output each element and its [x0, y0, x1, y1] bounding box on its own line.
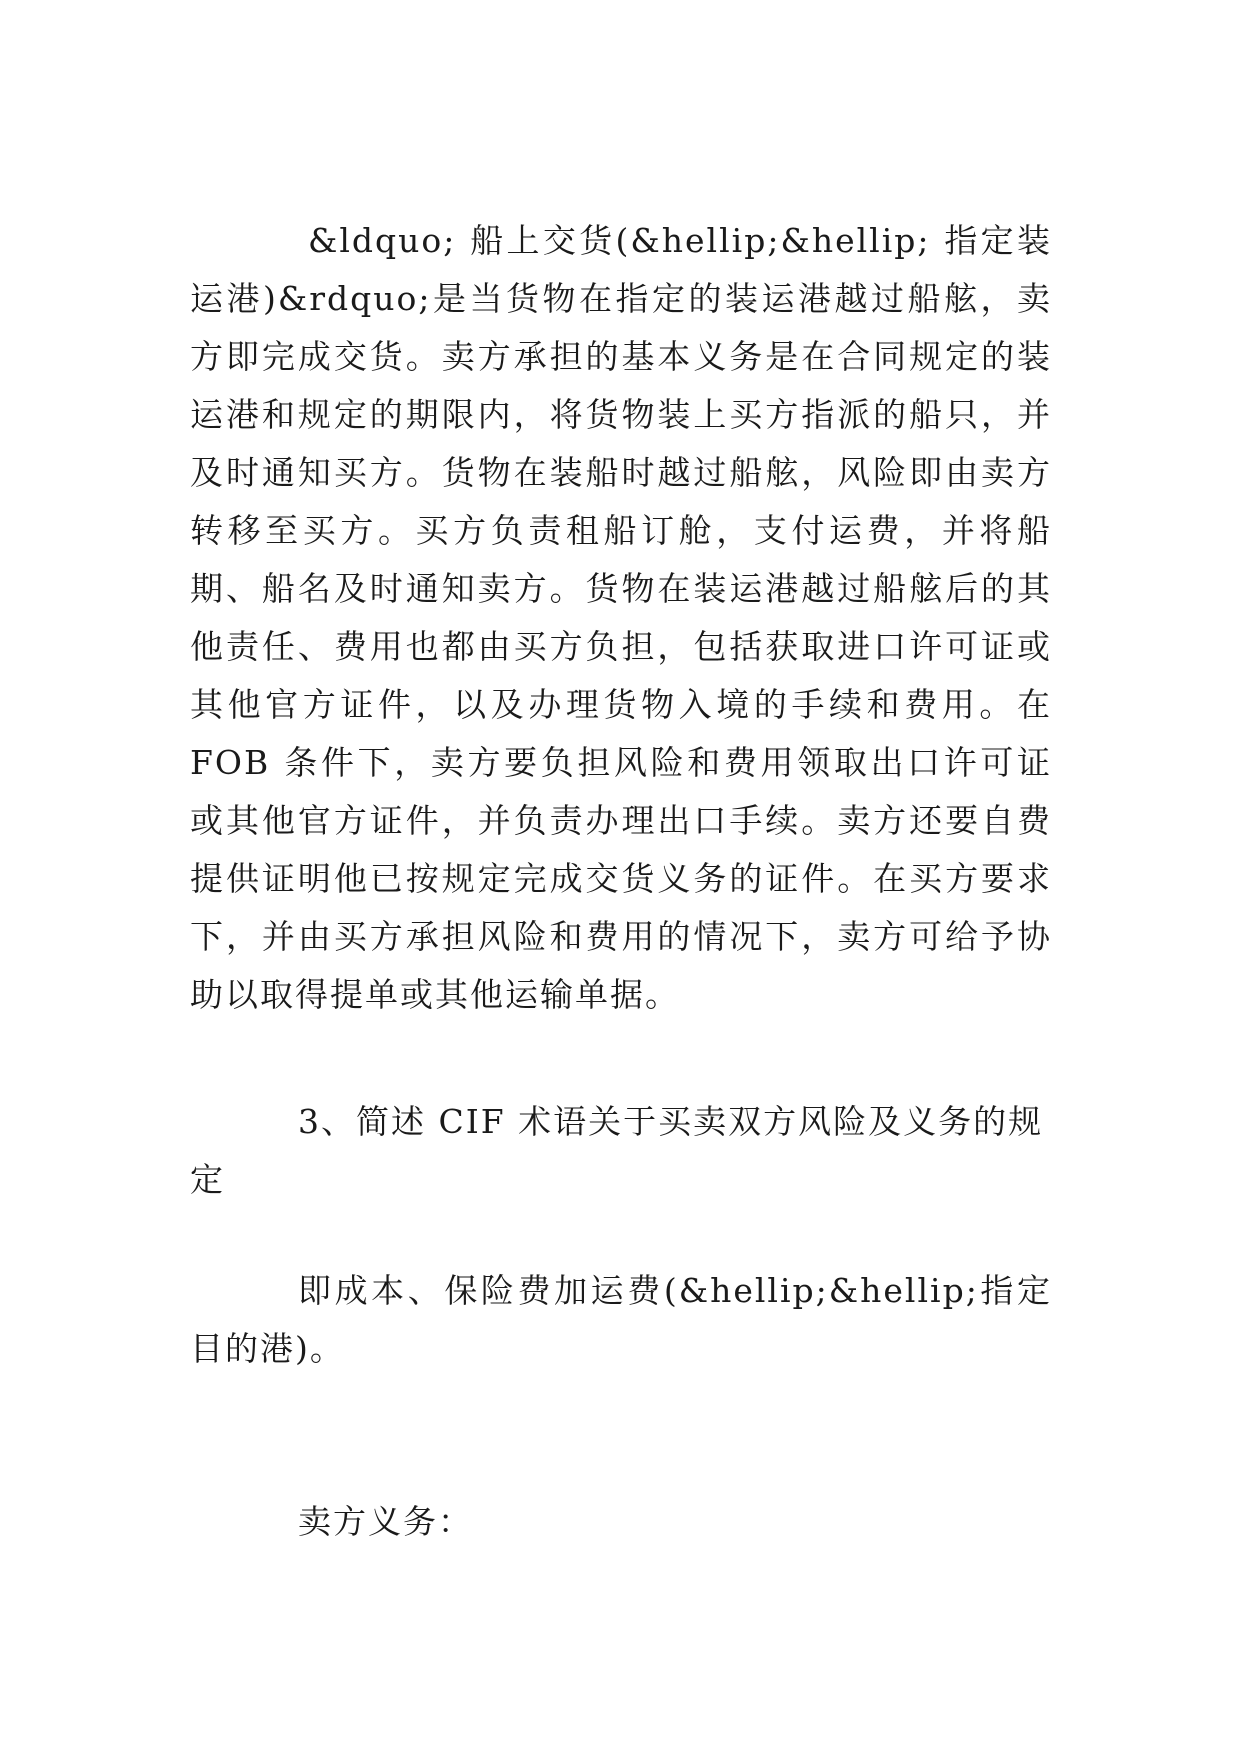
- seller-obligations-label: 卖方义务：: [298, 1502, 473, 1541]
- section-heading-3: 3、简述 CIF 术语关于买卖双方风险及义务的规定: [190, 1102, 1044, 1199]
- cif-definition-paragraph: 即成本、保险费加运费(&hellip;&hellip;指定目的港)。: [190, 1271, 1052, 1368]
- fob-paragraph: &ldquo; 船上交货(&hellip;&hellip; 指定装运港)&rdquo;是当货物在指定的装运港越过船舷，卖方即完成交货。卖方承担的基本义务是在合同规定的装运港和规定的期限内，将货物装上买方指派的船只，并及时通知买方。货物在装船时越过船舷，风险即由卖方转移至买方。买方负责租船订舱，支付运费，并将船期、船名及时通知卖方。货物在装运港越过船舷后的其他责任、费用也都由买方负担，包括获取进口许可证或其他官方证件，以及办理货物入境的手续和费用。在 FOB 条件下，卖方要负担风险和费用领取出口许可证或其他官方证件，并负责办理出口手续。卖方还要自费提供证明他已按规定完成交货义务的证件。在买方要求下，并由买方承担风险和费用的情况下，卖方可给予协助以取得提单或其他运输单据。: [190, 221, 1052, 1014]
